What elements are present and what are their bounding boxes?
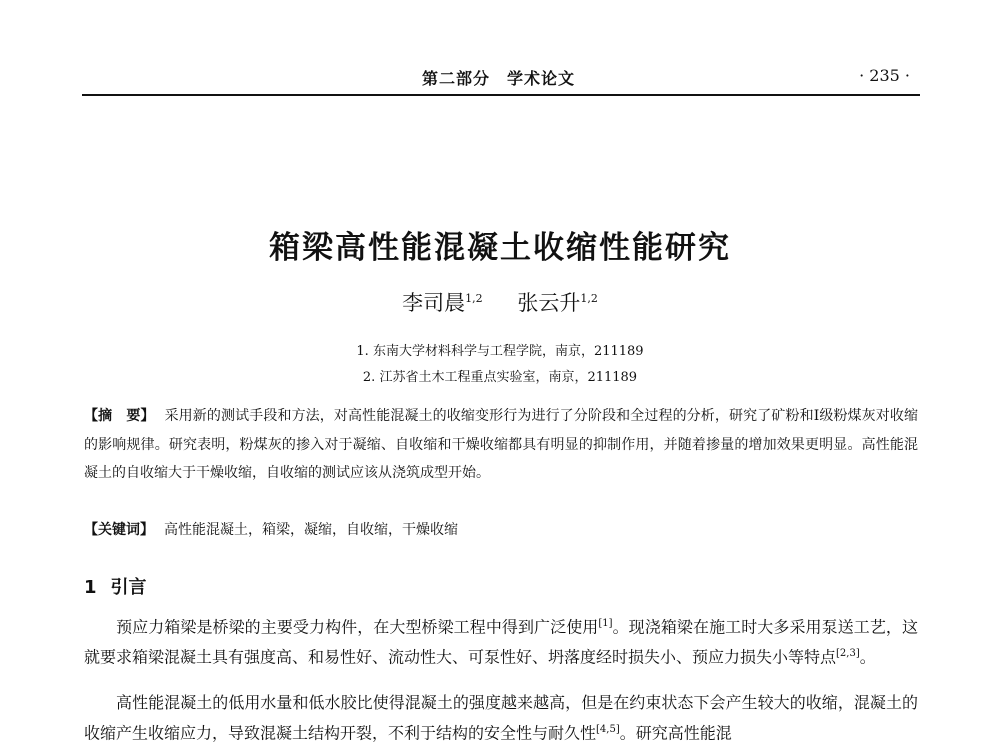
running-header (82, 66, 920, 96)
abstract-text: 采用新的测试手段和方法，对高性能混凝土的收缩变形行为进行了分阶段和全过程的分析，研究了矿粉和Ⅰ级粉煤灰对收缩的影响规律。研究表明，粉煤灰的掺入对于凝缩、自收缩和干燥收缩都具有明显的抑制作用，并随着掺量的增加效果更明显。高性能混凝土的自收缩大于干燥收缩，自收缩的测试应该从浇筑成型开始。 (84, 408, 919, 481)
affiliation-1: 1. 东南大学材料科学与工程学院，南京，211189 (356, 344, 644, 359)
author (402, 291, 483, 315)
author-affiliation-mark: 1,2 (465, 292, 483, 305)
section-number: 1 (84, 577, 97, 598)
author-name: 李司晨 (402, 291, 466, 315)
citation: [4,5] (596, 723, 620, 735)
section-heading (84, 573, 147, 599)
affiliation-2: 2. 江苏省土木工程重点实验室，南京，211189 (362, 370, 638, 385)
header-page-number: · 235 · (859, 66, 910, 85)
header-section-title: 第二部分 学术论文 (422, 69, 576, 88)
author-list (0, 287, 1000, 317)
paragraph-text: 。研究高性能混 (619, 722, 732, 742)
author-affiliation-mark: 1,2 (580, 292, 598, 305)
paper-title: 箱梁高性能混凝土收缩性能研究 (269, 230, 731, 266)
citation: [1] (598, 618, 613, 629)
author-name: 张云升 (517, 291, 581, 315)
keywords (84, 517, 918, 543)
body-paragraph (84, 611, 918, 671)
paragraph-text: 。现浇箱梁在施工时大多采用泵送工艺，这就要求箱梁混凝土具有强度高、和易性好、流动性大、可泵性好、坍落度经时损失小、预应力损失小等特点 (84, 617, 918, 667)
author (517, 291, 598, 315)
body-paragraph (84, 690, 918, 746)
abstract-label: 【摘 要】 (84, 408, 155, 424)
citation: [2,3] (836, 647, 860, 659)
paragraph-text: 。 (859, 647, 876, 667)
section-title: 引言 (110, 577, 147, 598)
paragraph-text: 预应力箱梁是桥梁的主要受力构件，在大型桥梁工程中得到广泛使用 (116, 617, 599, 637)
paragraph-text: 高性能混凝土的低用水量和低水胶比使得混凝土的强度越来越高，但是在约束状态下会产生较大的收缩，混凝土的收缩产生收缩应力，导致混凝土结构开裂，不利于结构的安全性与耐久性 (84, 693, 918, 742)
keywords-text: 高性能混凝土，箱梁，凝缩，自收缩，干燥收缩 (164, 522, 458, 538)
keywords-label: 【关键词】 (84, 522, 154, 538)
abstract (84, 402, 918, 488)
